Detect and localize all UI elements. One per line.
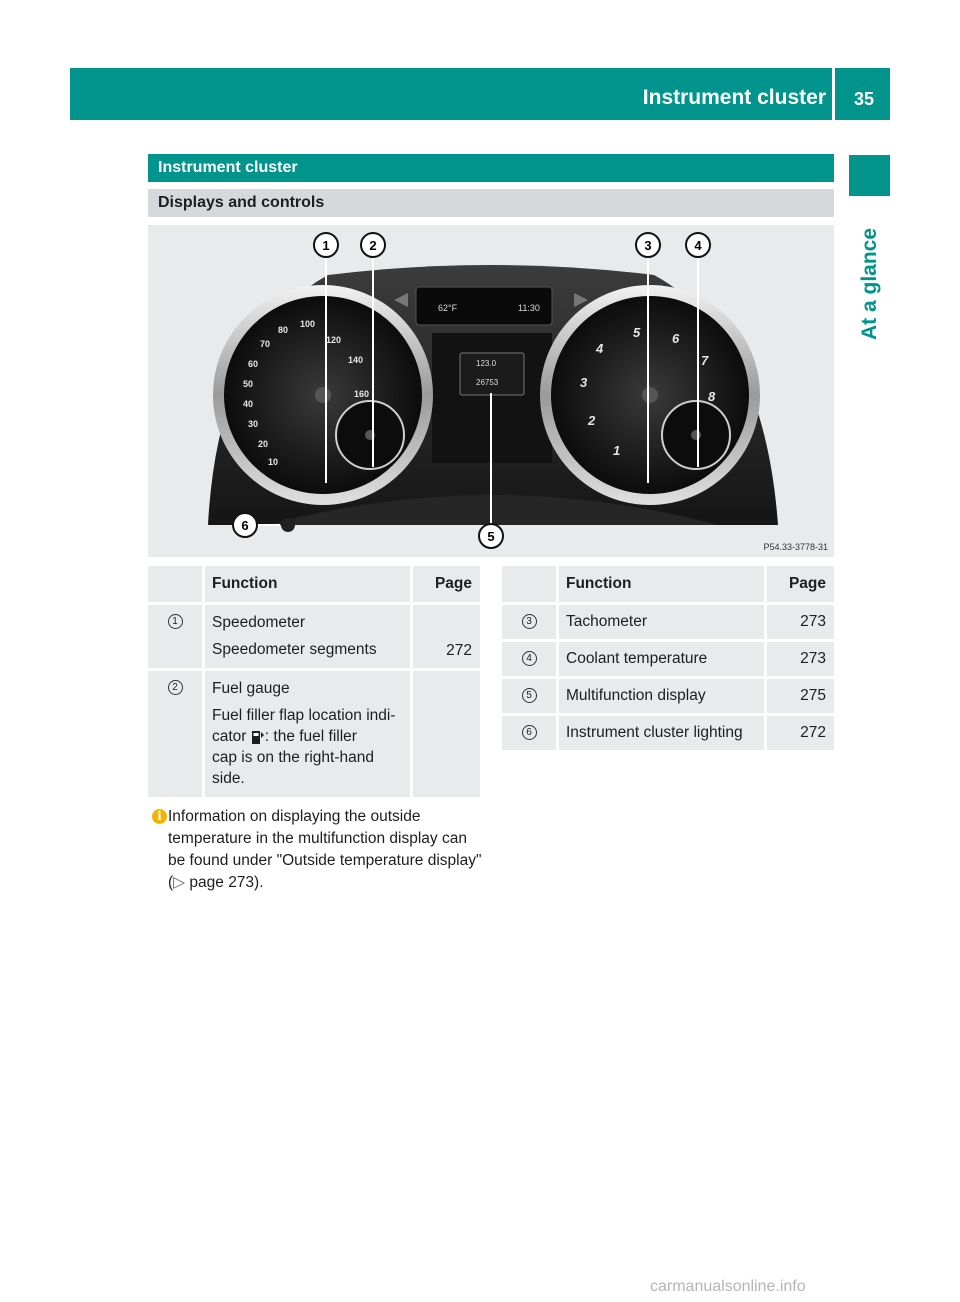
description-line-4: side. [212, 770, 245, 787]
svg-text:100: 100 [300, 319, 316, 329]
instrument-cluster-figure [148, 225, 834, 557]
table-row [148, 670, 480, 799]
page-number: 35 [853, 89, 875, 109]
table-row [502, 678, 834, 715]
function-label: Coolant temperature [558, 641, 766, 678]
callout-6: 6 [241, 518, 249, 533]
temp-readout: 62°F [438, 303, 458, 313]
svg-text:50: 50 [243, 379, 254, 389]
row-number: 3 [522, 614, 537, 629]
side-tab-marker [849, 155, 890, 196]
info-note [148, 806, 488, 894]
page-ref: 273 [766, 641, 835, 678]
callout-3: 3 [644, 238, 652, 253]
function-description [212, 705, 409, 789]
svg-text:5: 5 [633, 325, 641, 340]
svg-text:20: 20 [258, 439, 269, 449]
page-arrow-icon: ▷ [173, 874, 186, 891]
header-title: Instrument cluster [642, 86, 826, 109]
side-tab-label: At a glance [858, 227, 881, 340]
table-header-row [502, 566, 834, 604]
page-ref: 272 [412, 604, 481, 670]
description-line-3: cap is on the right-hand [212, 749, 374, 766]
callout-5: 5 [487, 529, 495, 544]
description-line-1: Fuel filler flap location indi- [212, 707, 396, 724]
function-sublabel: Speedometer segments [212, 641, 377, 658]
time-readout: 11:30 [518, 303, 540, 313]
svg-text:6: 6 [672, 331, 680, 346]
svg-text:10: 10 [268, 457, 279, 467]
svg-text:120: 120 [326, 335, 342, 345]
col-num-header [502, 566, 558, 604]
function-table-right [502, 566, 834, 753]
svg-text:70: 70 [260, 339, 271, 349]
row-number: 2 [168, 680, 183, 695]
col-function-header: Function [204, 566, 412, 604]
svg-text:60: 60 [248, 359, 259, 369]
table-row [502, 604, 834, 641]
page-ref: 273 [766, 604, 835, 641]
page-header [70, 68, 890, 120]
table-row [502, 715, 834, 752]
function-table-left [148, 566, 480, 800]
row-number: 4 [522, 651, 537, 666]
callout-4: 4 [694, 238, 702, 253]
svg-text:8: 8 [708, 389, 716, 404]
callout-1: 1 [322, 238, 330, 253]
svg-text:80: 80 [278, 325, 289, 335]
description-cator: cator [212, 728, 247, 745]
info-text: Information on displaying the outside temperature in the multifunction display can be found under "Outside temperature display" ( [168, 808, 482, 891]
svg-text:40: 40 [243, 399, 254, 409]
svg-text:3: 3 [580, 375, 588, 390]
section-title: Instrument cluster [148, 154, 834, 182]
function-label: Speedometer [212, 614, 306, 631]
page-ref [412, 670, 481, 799]
row-number: 1 [168, 614, 183, 629]
function-label: Multifunction display [558, 678, 766, 715]
trip-readout: 123.0 [476, 359, 497, 368]
lighting-knob [281, 518, 295, 532]
col-page-header: Page [766, 566, 835, 604]
table-header-row [148, 566, 480, 604]
info-page-link[interactable]: page 273). [185, 874, 264, 891]
instrument-cluster-illustration [148, 225, 834, 557]
subsection-title: Displays and controls [148, 189, 834, 217]
svg-text:4: 4 [596, 341, 604, 356]
table-row [502, 641, 834, 678]
svg-text:7: 7 [701, 353, 709, 368]
svg-text:2: 2 [588, 413, 596, 428]
page-ref: 275 [766, 678, 835, 715]
col-page-header: Page [412, 566, 481, 604]
page-ref: 272 [766, 715, 835, 752]
watermark: carmanualsonline.info [650, 1278, 806, 1295]
col-num-header [148, 566, 204, 604]
fuel-pump-icon [251, 729, 265, 745]
row-number: 6 [522, 725, 537, 740]
table-row [148, 604, 480, 670]
row-number: 5 [522, 688, 537, 703]
header-divider [832, 68, 835, 120]
col-function-header: Function [558, 566, 766, 604]
svg-text:30: 30 [248, 419, 259, 429]
function-label: Instrument cluster lighting [558, 715, 766, 752]
info-icon: i [152, 809, 167, 824]
svg-text:140: 140 [348, 355, 364, 365]
odometer-readout: 26753 [476, 378, 499, 387]
function-label: Tachometer [558, 604, 766, 641]
figure-code: P54.33-3778-31 [763, 542, 828, 552]
description-line-2-rest: : the fuel filler [264, 728, 357, 745]
callout-2: 2 [369, 238, 377, 253]
function-label: Fuel gauge [212, 680, 290, 697]
svg-text:1: 1 [613, 443, 621, 458]
svg-text:160: 160 [354, 389, 370, 399]
